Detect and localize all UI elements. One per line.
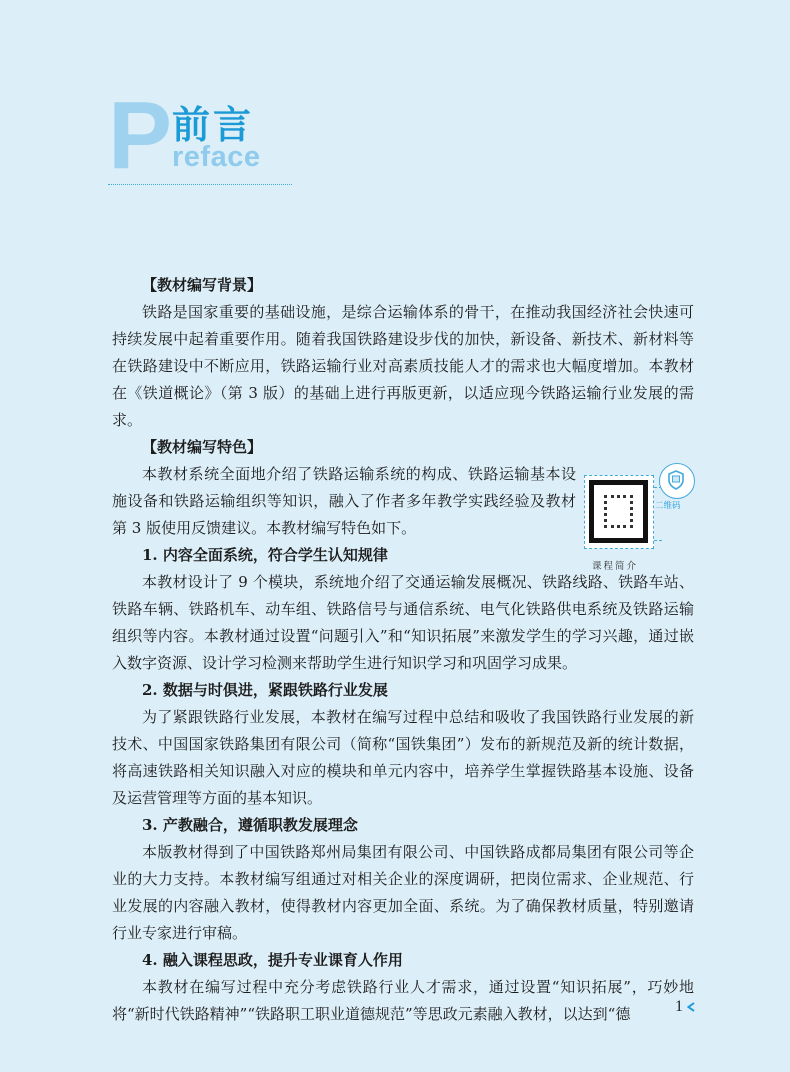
point-4-title: 4. 融入课程思政，提升专业课育人作用	[142, 951, 403, 969]
section-heading-features: 【教材编写特色】	[142, 438, 263, 456]
qr-code-image	[589, 480, 648, 543]
page-number: 1	[675, 998, 683, 1015]
qr-tag-label: 二维码	[655, 501, 681, 511]
preface-title-chinese: 前言	[172, 103, 255, 147]
point-3-title: 3. 产教融合，遵循职教发展理念	[142, 816, 358, 834]
point-3-paragraph: 本版教材得到了中国铁路郑州局集团有限公司、中国铁路成都局集团有限公司等企业的大力支持。本教材编写组通过对相关企业的深度调研，把岗位需求、企业规范、行业发展的内容融入教材，使得教材内容更加全面、系统。为了确保教材质量，特别邀请行业专家进行审稿。	[112, 843, 694, 942]
qr-connector	[654, 487, 662, 541]
paragraph-background: 铁路是国家重要的基础设施，是综合运输体系的骨干，在推动我国经济社会快速可持续发展中起着重要作用。随着我国铁路建设步伐的加快，新设备、新技术、新材料等在铁路建设中不断应用，铁路运输行业对高素质技能人才的需求也大幅度增加。本教材在《铁道概论》（第 3 版）的基础上进行再版更新，以适应现今铁路运输行业发展的需求。	[112, 303, 694, 429]
qr-badge	[659, 463, 695, 499]
point-2-title: 2. 数据与时俱进，紧跟铁路行业发展	[142, 681, 388, 699]
chevron-left-icon	[686, 1002, 696, 1012]
point-1-paragraph: 本教材设计了 9 个模块，系统地介绍了交通运输发展概况、铁路线路、铁路车站、铁路车辆、铁路机车、动车组、铁路信号与通信系统、电气化铁路供电系统及铁路运输组织等内容。本教材通过设置“问题引入”和“知识拓展”来激发学生的学习兴趣，通过嵌入数字资源、设计学习检测来帮助学生进行知识学习和巩固学习成果。	[112, 573, 694, 672]
header-divider	[108, 184, 292, 185]
preface-title-english: reface	[172, 141, 261, 173]
qr-code-block[interactable]	[584, 463, 696, 572]
shield-icon	[667, 470, 685, 490]
preface-body	[112, 272, 694, 1028]
point-4-paragraph: 本教材在编写过程中充分考虑铁路行业人才需求，通过设置“知识拓展”，巧妙地将“新时代铁路精神”“铁路职工职业道德规范”等思政元素融入教材，以达到“德	[112, 978, 694, 1023]
qr-caption: 课程简介	[592, 561, 639, 572]
point-2-paragraph: 为了紧跟铁路行业发展，本教材在编写过程中总结和吸收了我国铁路行业发展的新技术、中国国家铁路集团有限公司（简称“国铁集团”）发布的新规范及新的统计数据，将高速铁路相关知识融入对应的模块和单元内容中，培养学生掌握铁路基本设施、设备及运营管理等方面的基本知识。	[112, 708, 694, 807]
preface-header	[108, 82, 298, 190]
section-heading-background: 【教材编写背景】	[142, 276, 263, 294]
preface-big-letter: P	[108, 82, 173, 189]
qr-code-frame	[584, 475, 654, 549]
paragraph-features-intro: 本教材系统全面地介绍了铁路运输系统的构成、铁路运输基本设施设备和铁路运输组织等知识，融入了作者多年教学实践经验及教材第 3 版使用反馈建议。本教材编写特色如下。	[112, 465, 576, 537]
point-1-title: 1. 内容全面系统，符合学生认知规律	[142, 546, 388, 564]
